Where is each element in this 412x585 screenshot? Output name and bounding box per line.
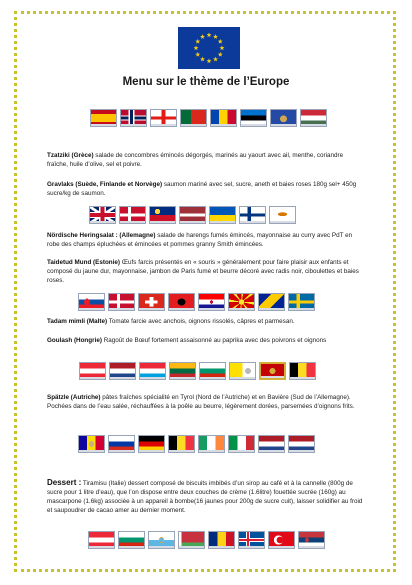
hungary-flag-icon bbox=[300, 109, 327, 127]
san-marino-flag-icon bbox=[148, 531, 175, 549]
austria-flag-icon bbox=[88, 531, 115, 549]
flag-row-5 bbox=[78, 435, 315, 453]
dish-name: Nördische Heringsalat : (Allemagne) bbox=[47, 232, 156, 239]
vatican-flag-icon bbox=[229, 362, 256, 380]
ukraine-flag-icon bbox=[209, 206, 236, 224]
dish-taidetud-mund bbox=[47, 258, 365, 285]
dish-dessert bbox=[47, 478, 365, 515]
russia-flag-icon bbox=[108, 435, 135, 453]
flag-row-2 bbox=[89, 206, 296, 224]
belgium-flag-icon bbox=[289, 362, 316, 380]
dish-description: Tiramisu (Italie) dessert composé de biscuits imbibés d’un sirop au café et à la cannelle (800g de sucre pour 1 litre d’eau), que l’on dispose entre deux couches de crème (1.6litre) fouettée sucrée (160g) au mascarpone (1.6kg) associée à un appareil à bombe(16 jaunes pour 200g de sucre cuit), laisser solidifier au froid et saupoudrer de cacao amer au dernier moment. bbox=[47, 480, 363, 514]
uk-flag-icon bbox=[89, 206, 116, 224]
denmark-flag-icon bbox=[108, 293, 135, 311]
dish-tzatziki bbox=[47, 151, 365, 169]
luxembourg-flag-icon bbox=[139, 362, 166, 380]
dish-description: Œufs farcis présentés en « souris » généralement pour faire plaisir aux enfants et composé du jaune dur, mayonnaise, jambon de Paris fumé et beurre décoré avec radis noir, ciboulettes et baies roses. bbox=[47, 259, 359, 284]
belarus-flag-icon bbox=[178, 531, 205, 549]
dish-description: saumon mariné avec sel, sucre, aneth et baies roses 180g sel+ 450g sucre/kg de saumon. bbox=[47, 181, 357, 197]
flag-row-3 bbox=[78, 293, 315, 311]
flag-row-6 bbox=[88, 531, 325, 549]
netherlands-flag-icon bbox=[109, 362, 136, 380]
flag-row-4 bbox=[79, 362, 316, 380]
bosnia-flag-icon bbox=[258, 293, 285, 311]
dish-description: Tomate farcie avec anchois, oignons rissolés, câpres et parmesan. bbox=[108, 318, 295, 325]
dish-name: Tzatziki (Grèce) bbox=[47, 152, 94, 159]
dish-name: Spätzle (Autriche) bbox=[47, 394, 101, 401]
portugal-flag-icon bbox=[180, 109, 207, 127]
estonia-flag-icon bbox=[240, 109, 267, 127]
montenegro-flag-icon bbox=[259, 362, 286, 380]
dish-heringsalat bbox=[47, 231, 365, 249]
bulgaria-flag-icon bbox=[118, 531, 145, 549]
dish-gravlaks bbox=[47, 180, 365, 198]
moldova-flag-icon bbox=[210, 109, 237, 127]
norway-flag-icon bbox=[120, 109, 147, 127]
liechtenstein-flag-icon bbox=[149, 206, 176, 224]
dish-description: salade de harengs fumés émincés, mayonnaise au curry avec PdT en robe des champs épluchées et émincées et pommes granny Smith émincées. bbox=[47, 232, 353, 248]
switzerland-flag-icon bbox=[138, 293, 165, 311]
dish-tadam-mimli bbox=[47, 317, 365, 326]
north-macedonia-flag-icon bbox=[228, 293, 255, 311]
austria-flag-icon bbox=[79, 362, 106, 380]
lithuania-flag-icon bbox=[169, 362, 196, 380]
georgia-flag-icon bbox=[150, 109, 177, 127]
dish-spatzle bbox=[47, 393, 365, 411]
sweden-flag-icon bbox=[288, 293, 315, 311]
italy-flag-icon bbox=[228, 435, 255, 453]
dish-name: Goulash (Hongrie) bbox=[47, 337, 102, 344]
kosovo-flag-icon bbox=[270, 109, 297, 127]
germany-flag-icon bbox=[138, 435, 165, 453]
albania-flag-icon bbox=[168, 293, 195, 311]
dish-description: pâtes fraîches spécialité en Tyrol (Nord de l’Autriche) et en Bavière (Sud de l’Allemagne). Pochées dans de l’eau salée, réchauffées à la poêle au beurre, légèrement dorées, parsemées d’oignons frits. bbox=[47, 394, 355, 410]
dish-description: Ragoût de Bœuf fortement assaisonné au paprika avec des poivrons et oignons bbox=[103, 337, 327, 344]
bulgaria-flag-icon bbox=[199, 362, 226, 380]
spain-flag-icon bbox=[90, 109, 117, 127]
finland-flag-icon bbox=[239, 206, 266, 224]
ireland-flag-icon bbox=[198, 435, 225, 453]
netherlands-flag-icon bbox=[258, 435, 285, 453]
turkey-flag-icon bbox=[268, 531, 295, 549]
latvia-flag-icon bbox=[179, 206, 206, 224]
slovakia-flag-icon bbox=[78, 293, 105, 311]
andorra-flag-icon bbox=[78, 435, 105, 453]
denmark-flag-icon bbox=[119, 206, 146, 224]
dish-name: Taidetud Mund (Estonie) bbox=[47, 259, 120, 266]
dish-name: Gravlaks (Suède, Finlande et Norvège) bbox=[47, 181, 163, 188]
eu-flag-icon bbox=[178, 27, 240, 69]
dish-goulash bbox=[47, 336, 365, 345]
page-title: Menu sur le thème de l’Europe bbox=[122, 76, 290, 88]
cyprus-flag-icon bbox=[269, 206, 296, 224]
dish-description: salade de concombres émincés dégorgés, marinés au yaourt avec ail, menthe, coriandre fraîche, huile d’olive, sel et poivre. bbox=[47, 152, 344, 168]
serbia-flag-icon bbox=[298, 531, 325, 549]
dish-name: Dessert : bbox=[47, 478, 82, 487]
romania-flag-icon bbox=[208, 531, 235, 549]
netherlands-flag-icon bbox=[288, 435, 315, 453]
dish-name: Tadam mimli (Malte) bbox=[47, 318, 108, 325]
flag-row-1 bbox=[90, 109, 327, 127]
croatia-flag-icon bbox=[198, 293, 225, 311]
belgium-flag-icon bbox=[168, 435, 195, 453]
iceland-flag-icon bbox=[238, 531, 265, 549]
